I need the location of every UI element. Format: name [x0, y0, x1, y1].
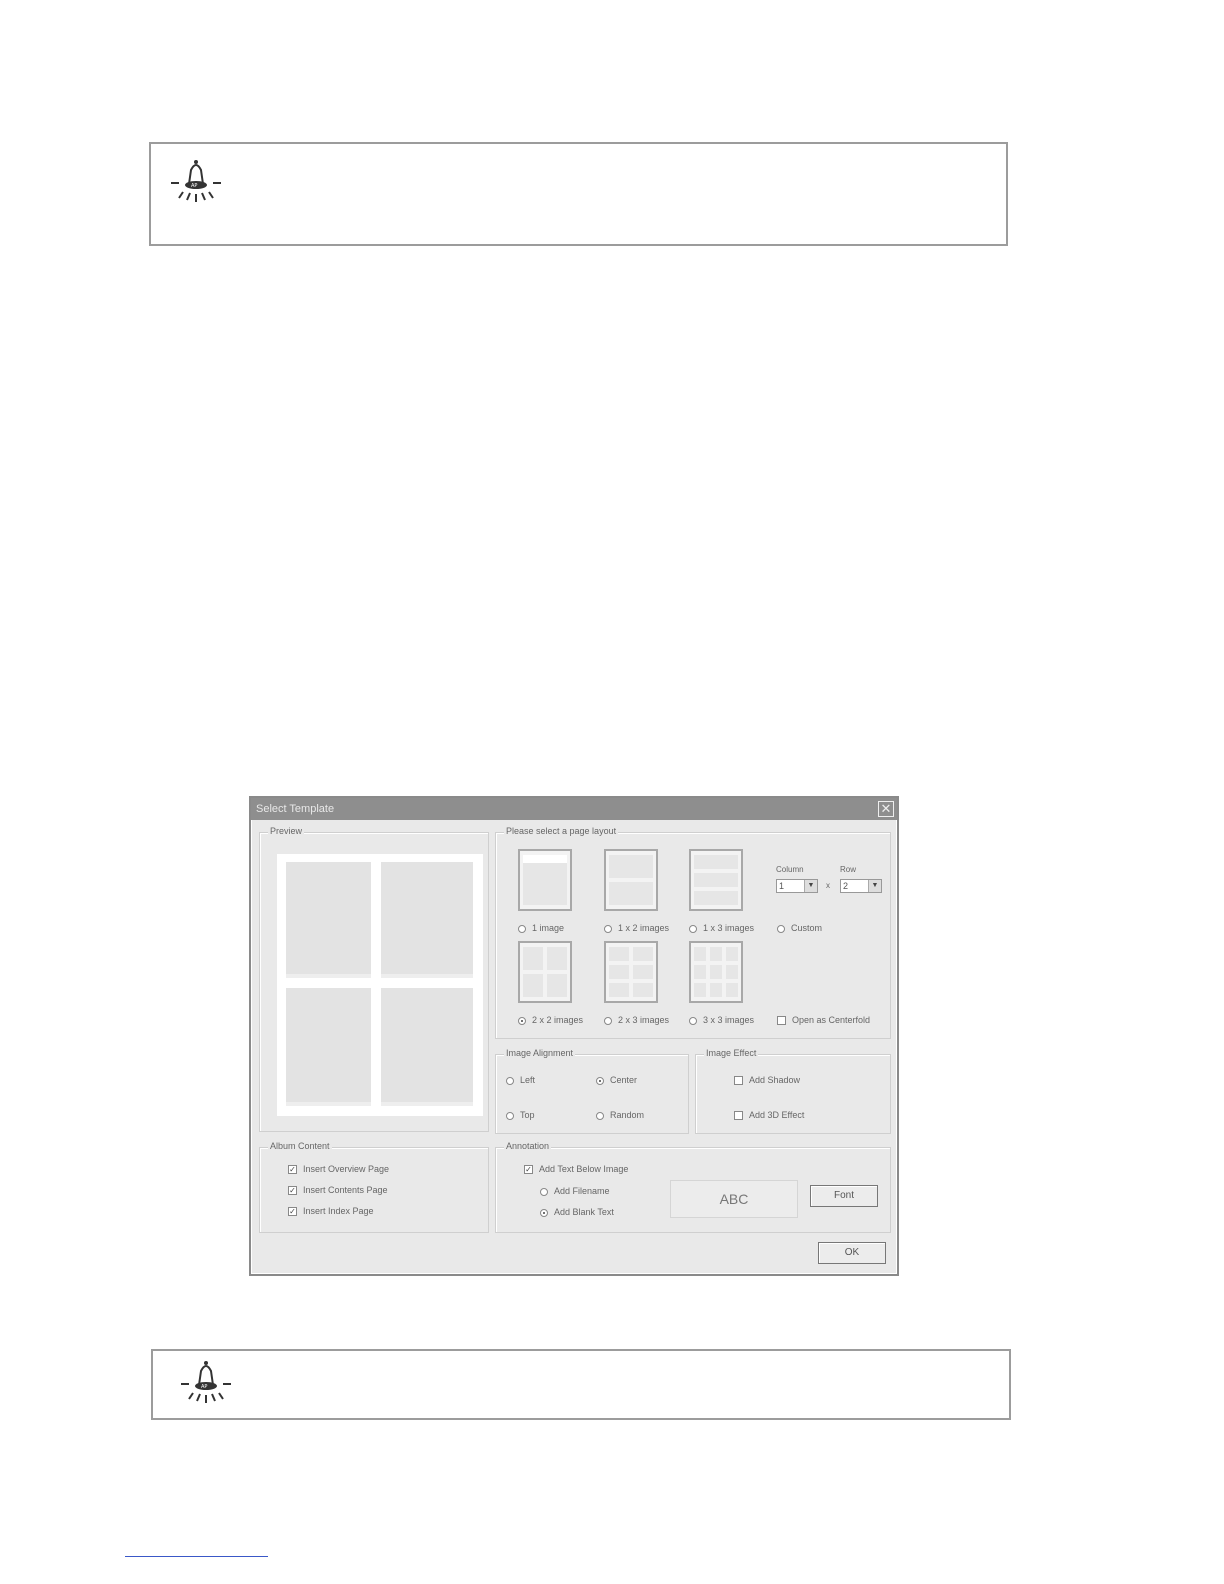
centerfold-option[interactable]	[777, 1015, 870, 1025]
align-radio[interactable]	[596, 1112, 604, 1120]
column-value: 1	[779, 881, 785, 891]
image-alignment-group	[495, 1048, 689, 1134]
layout-radio[interactable]	[689, 925, 697, 933]
add-3d-effect-label: Add 3D Effect	[749, 1110, 805, 1120]
insert-overview-checkbox[interactable]: ✓	[289, 1165, 296, 1175]
close-icon: ✕	[880, 801, 892, 816]
album-content-legend: Album Content	[270, 1141, 330, 1151]
align-left-label: Left	[520, 1075, 536, 1085]
layout-option-1-image[interactable]	[518, 923, 564, 933]
dialog-titlebar	[251, 798, 897, 820]
layout-option-label: Custom	[791, 923, 823, 933]
insert-contents-option[interactable]	[288, 1185, 388, 1195]
ok-button[interactable]: OK	[818, 1242, 886, 1264]
annotation-radio-selected[interactable]	[540, 1209, 548, 1217]
layout-thumb-1x3-images[interactable]	[689, 849, 743, 911]
preview-cell	[286, 862, 371, 978]
align-random-label: Random	[610, 1110, 645, 1120]
centerfold-checkbox[interactable]	[777, 1016, 786, 1025]
row-select[interactable]	[840, 879, 882, 893]
svg-text:AP: AP	[201, 1384, 208, 1390]
page-layout-group	[495, 826, 891, 1039]
layout-thumb-1-image[interactable]	[518, 849, 572, 911]
insert-contents-checkbox[interactable]: ✓	[289, 1186, 296, 1196]
font-button[interactable]: Font	[810, 1185, 878, 1207]
align-left-option[interactable]	[506, 1075, 535, 1085]
note-box-bottom	[151, 1349, 1011, 1420]
layout-option-label: 2 x 2 images	[532, 1015, 584, 1025]
layout-radio-selected[interactable]	[518, 1017, 526, 1025]
add-filename-label: Add Filename	[554, 1186, 610, 1196]
layout-thumb-2x2-images[interactable]	[518, 941, 572, 1003]
annotation-radio[interactable]	[540, 1188, 548, 1196]
layout-option-label: 1 x 2 images	[618, 923, 670, 933]
add-text-label: Add Text Below Image	[539, 1164, 629, 1174]
align-center-label: Center	[610, 1075, 638, 1085]
add-blank-text-option[interactable]	[540, 1207, 614, 1217]
layout-thumb-1x2-images[interactable]	[604, 849, 658, 911]
bell-icon	[175, 1357, 237, 1409]
times-sign: x	[826, 881, 830, 890]
annotation-legend: Annotation	[506, 1141, 550, 1151]
preview-page	[277, 854, 483, 1116]
layout-option-1x3-images[interactable]	[689, 923, 754, 933]
layout-radio[interactable]	[604, 925, 612, 933]
preview-cell	[381, 862, 473, 978]
preview-cell	[381, 988, 473, 1106]
row-value: 2	[843, 881, 849, 891]
preview-cell	[286, 988, 371, 1106]
image-effect-group	[695, 1048, 891, 1134]
align-top-option[interactable]	[506, 1110, 535, 1120]
bell-icon	[165, 156, 227, 208]
layout-option-label: 2 x 3 images	[618, 1015, 670, 1025]
chevron-down-icon: ▼	[804, 880, 817, 892]
layout-option-3x3-images[interactable]	[689, 1015, 754, 1025]
image-alignment-legend: Image Alignment	[506, 1048, 574, 1058]
insert-index-checkbox[interactable]: ✓	[289, 1207, 296, 1217]
dialog-title: Select Template	[256, 803, 335, 815]
align-top-label: Top	[520, 1110, 535, 1120]
layout-radio[interactable]	[604, 1017, 612, 1025]
layout-option-2x3-images[interactable]	[604, 1015, 669, 1025]
align-radio[interactable]	[506, 1077, 514, 1085]
layout-option-1x2-images[interactable]	[604, 923, 669, 933]
layout-option-2x2-images[interactable]	[518, 1015, 583, 1025]
layout-option-label: 3 x 3 images	[703, 1015, 755, 1025]
column-select[interactable]	[776, 879, 818, 893]
add-3d-effect-checkbox[interactable]	[734, 1111, 743, 1120]
align-radio[interactable]	[506, 1112, 514, 1120]
layout-option-custom[interactable]	[777, 923, 822, 933]
layout-thumb-2x3-images[interactable]	[604, 941, 658, 1003]
align-center-option[interactable]	[596, 1075, 637, 1085]
insert-contents-label: Insert Contents Page	[303, 1185, 388, 1195]
font-sample-preview: ABC	[670, 1180, 798, 1218]
layout-radio[interactable]	[518, 925, 526, 933]
add-text-checkbox[interactable]: ✓	[525, 1165, 532, 1175]
add-filename-option[interactable]	[540, 1186, 610, 1196]
layout-option-label: 1 image	[532, 923, 565, 933]
align-radio-selected[interactable]	[596, 1077, 604, 1085]
align-random-option[interactable]	[596, 1110, 644, 1120]
insert-index-label: Insert Index Page	[303, 1206, 374, 1216]
add-shadow-option[interactable]	[734, 1075, 800, 1085]
chevron-down-icon: ▼	[868, 880, 881, 892]
note-box-top	[149, 142, 1008, 246]
annotation-group	[495, 1141, 891, 1233]
insert-overview-label: Insert Overview Page	[303, 1164, 390, 1174]
svg-text:AP: AP	[191, 183, 198, 189]
close-button[interactable]	[878, 801, 894, 817]
layout-radio[interactable]	[689, 1017, 697, 1025]
add-shadow-checkbox[interactable]	[734, 1076, 743, 1085]
add-shadow-label: Add Shadow	[749, 1075, 801, 1085]
add-blank-text-label: Add Blank Text	[554, 1207, 614, 1217]
row-label: Row	[840, 865, 857, 874]
centerfold-label: Open as Centerfold	[792, 1015, 871, 1025]
album-content-group	[259, 1141, 489, 1233]
insert-index-option[interactable]	[288, 1206, 374, 1216]
preview-group	[259, 826, 489, 1132]
select-template-dialog	[249, 796, 899, 1276]
add-3d-effect-option[interactable]	[734, 1110, 804, 1120]
add-text-option[interactable]	[524, 1164, 628, 1174]
layout-option-label: 1 x 3 images	[703, 923, 755, 933]
layout-thumb-3x3-images[interactable]	[689, 941, 743, 1003]
image-effect-legend: Image Effect	[706, 1048, 757, 1058]
layout-radio[interactable]	[777, 925, 785, 933]
footer-rule	[125, 1556, 268, 1557]
column-label: Column	[776, 865, 804, 874]
insert-overview-option[interactable]	[288, 1164, 389, 1174]
page-layout-legend: Please select a page layout	[506, 826, 617, 836]
preview-legend: Preview	[270, 826, 303, 836]
